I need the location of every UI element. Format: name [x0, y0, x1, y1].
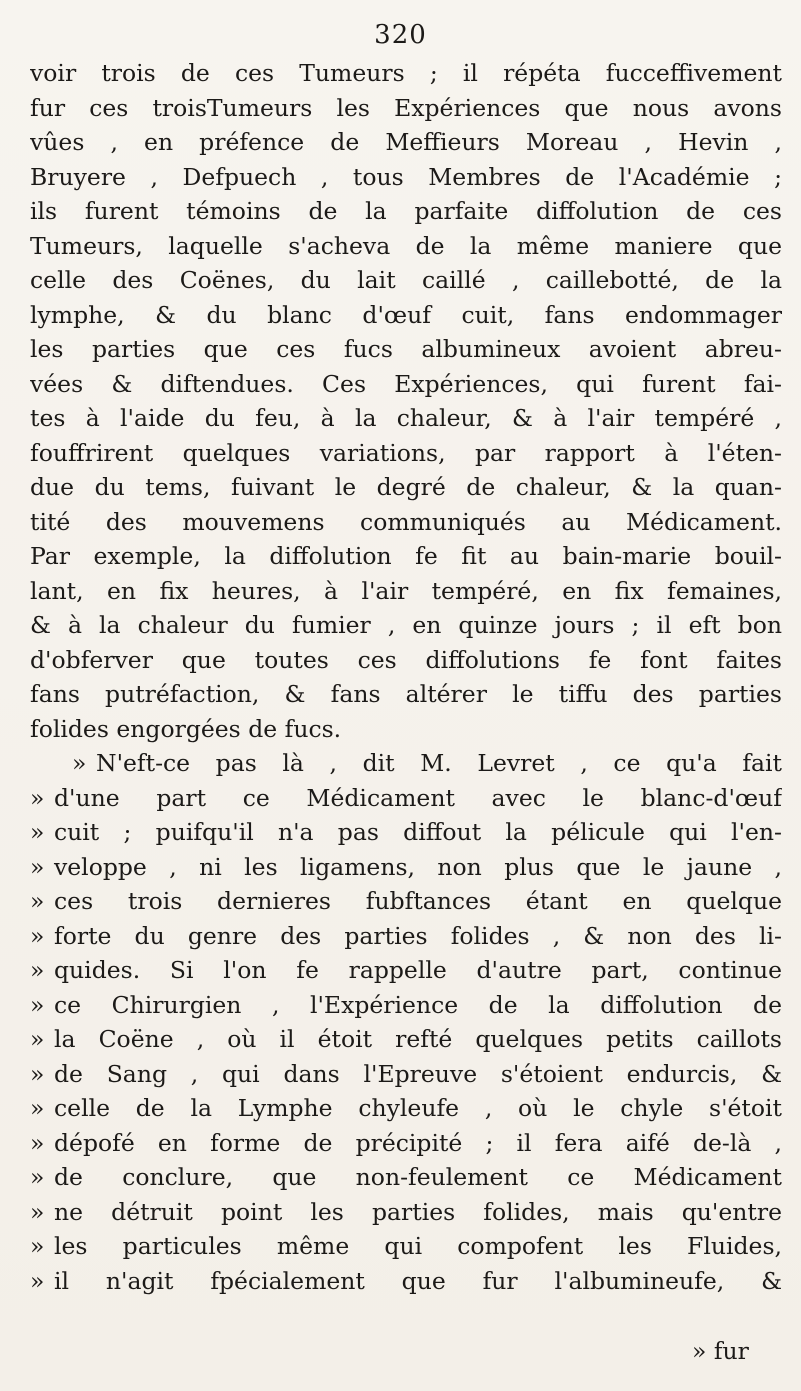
quote-line — [30, 988, 782, 1023]
quote-text: il n'agit fpécialement que fur l'albumineufe, & — [54, 1266, 782, 1295]
text-line: & à la chaleur du fumier , en quinze jours ; il eft bon — [30, 611, 782, 639]
quote-mark: » — [30, 1025, 45, 1053]
quote-mark: » — [30, 1163, 45, 1191]
quote-line — [30, 815, 782, 850]
quote-line — [30, 1160, 782, 1195]
text-line: celle des Coënes, du lait caillé , caillebotté, de la — [30, 266, 782, 294]
quote-line — [30, 781, 782, 816]
quote-text: les particules même qui compofent les Fluides, — [54, 1232, 782, 1260]
quote-text: ces trois dernieres fubftances étant en quelque — [54, 887, 782, 915]
text-line: due du tems, fuivant le degré de chaleur, & la quan- — [30, 473, 782, 501]
catchword: » fur — [692, 1337, 749, 1365]
quote-line — [30, 953, 782, 988]
quote-text: de Sang , qui dans l'Epreuve s'étoient endurcis, & — [54, 1059, 782, 1088]
quote-line — [30, 1229, 782, 1264]
quote-mark: » — [30, 990, 45, 1019]
quote-mark: » — [30, 921, 45, 950]
quote-mark: » — [30, 1128, 45, 1157]
body-text — [30, 56, 782, 1298]
quote-mark: » — [30, 1232, 45, 1260]
text-line: tes à l'aide du feu, à la chaleur, & à l'air tempéré , — [30, 404, 782, 432]
text-line: fouffrirent quelques variations, par rapport à l'éten- — [30, 438, 782, 467]
text-line: lant, en fix heures, à l'air tempéré, en fix femaines, — [30, 576, 782, 605]
text-line: tité des mouvemens communiqués au Médicament. — [30, 507, 782, 536]
quote-line — [30, 1126, 782, 1161]
text-line: ils furent témoins de la parfaite diffolution de ces — [30, 197, 782, 225]
text-line: vûes , en préfence de Meffieurs Moreau , Hevin , — [30, 128, 782, 156]
quote-text: ce Chirurgien , l'Expérience de la diffolution de — [54, 990, 782, 1019]
quote-text: d'une part ce Médicament avec le blanc-d'œuf — [54, 783, 782, 812]
page-number: 320 — [374, 20, 427, 50]
quote-text: ne détruit point les parties folides, mais qu'entre — [54, 1197, 782, 1226]
text-line: fur ces troisTumeurs les Expériences que nous avons — [30, 93, 782, 122]
quote-text: forte du genre des parties folides , & non des li- — [54, 921, 782, 950]
text-line: Tumeurs, laquelle s'acheva de la même maniere que — [30, 231, 782, 260]
quote-line — [30, 746, 782, 781]
quote-line — [30, 1264, 782, 1299]
text-line: vées & diftendues. Ces Expériences, qui furent fai- — [30, 369, 782, 398]
text-line: folides engorgées de fucs. — [30, 714, 342, 743]
quote-text: celle de la Lymphe chyleufe , où le chyle s'étoit — [54, 1094, 782, 1122]
text-line: Bruyere , Defpuech , tous Membres de l'Académie ; — [30, 162, 782, 191]
quote-mark: » — [30, 887, 45, 915]
quote-mark: » — [30, 783, 45, 812]
quote-mark: » — [30, 1094, 45, 1122]
text-line: voir trois de ces Tumeurs ; il répéta fucceffivement — [30, 59, 782, 87]
quote-line — [30, 884, 782, 919]
quote-mark: » — [30, 818, 45, 846]
quote-text: dépofé en forme de précipité ; il fera aifé de-là , — [54, 1128, 782, 1157]
text-line: les parties que ces fucs albumineux avoient abreu- — [30, 335, 782, 363]
quote-mark: » — [30, 1266, 45, 1295]
quote-mark: » — [72, 749, 87, 777]
quote-line — [30, 1022, 782, 1057]
text-line: lymphe, & du blanc d'œuf cuit, fans endommager — [30, 300, 782, 329]
quote-text: cuit ; puifqu'il n'a pas diffout la pélicule qui l'en- — [54, 818, 782, 846]
quote-mark: » — [30, 1197, 45, 1226]
quote-text: la Coëne , où il étoit refté quelques petits caillots — [54, 1025, 782, 1053]
quote-mark: » — [30, 1059, 45, 1088]
quote-line — [30, 1091, 782, 1126]
quote-text: N'eft-ce pas là , dit M. Levret , ce qu'a fait — [96, 749, 782, 777]
text-line: d'obferver que toutes ces diffolutions fe font faites — [30, 645, 782, 674]
quote-line — [30, 1195, 782, 1230]
quote-mark: » — [30, 852, 45, 881]
quote-line — [30, 919, 782, 954]
quote-line — [30, 1057, 782, 1092]
quote-text: de conclure, que non-feulement ce Médicament — [54, 1163, 782, 1191]
quote-text: veloppe , ni les ligamens, non plus que le jaune , — [54, 852, 782, 881]
quote-line — [30, 850, 782, 885]
text-line: fans putréfaction, & fans altérer le tiffu des parties — [30, 680, 782, 708]
quote-mark: » — [30, 956, 45, 984]
quote-text: quides. Si l'on fe rappelle d'autre part, continue — [54, 956, 782, 984]
text-line: Par exemple, la diffolution fe fit au bain-marie bouil- — [30, 542, 782, 570]
